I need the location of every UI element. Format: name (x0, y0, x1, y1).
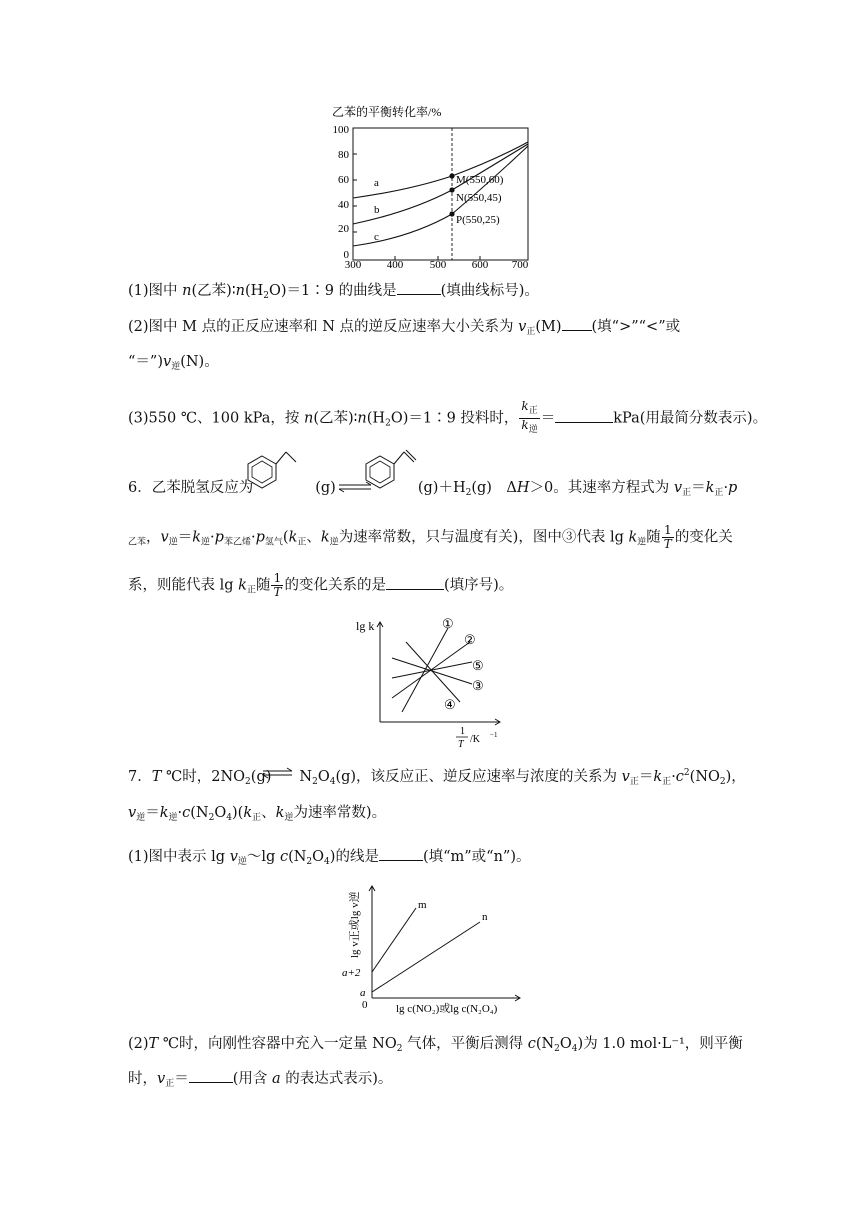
y-tick: 60 (338, 174, 349, 186)
x-tick: 600 (471, 259, 489, 270)
q5-part1: (1)图中 n(乙苯)$∶n(H_2O)=1∶9$ 的曲线是 (填曲线标号)。 (128, 280, 539, 306)
q7-line2: $v_逆=k_逆\cdot c(N_2O_4)(k_正$、$k_逆$为速率常数)。 (128, 805, 387, 823)
conversion-chart (320, 100, 540, 270)
y-tick: 100 (332, 124, 349, 136)
x-tick: 500 (429, 259, 447, 270)
answer-blank[interactable] (555, 408, 613, 423)
lgk-chart (350, 612, 520, 752)
point-N: N(550,45) (456, 192, 502, 204)
line-4 (406, 642, 460, 702)
equilibrium-arrow-2 (262, 767, 294, 779)
x-frac-den: T (458, 739, 464, 750)
q7-part2-cont: 时，$v_正=$ (用含 a 的表达式表示)。 (128, 1068, 392, 1094)
answer-blank[interactable] (397, 280, 441, 295)
line-1 (402, 628, 448, 712)
label-a2: a+2 (342, 967, 361, 979)
ethylbenzene-structure (240, 446, 310, 496)
y-tick: 20 (338, 223, 349, 235)
rate-chart (330, 880, 530, 1020)
answer-blank[interactable] (386, 575, 444, 590)
label-1: ① (442, 616, 454, 631)
rate-xlabel: lg c(NO₂)或lg c(N₂O₄) (396, 1003, 498, 1015)
q5-part2-cont: “$=”)v_逆(N)$。 (128, 354, 219, 372)
k-ratio-fraction: $\frac{k_正}{k_逆}$ (521, 399, 538, 435)
x-ticks (345, 259, 529, 270)
x-tick: 400 (386, 259, 404, 270)
point-M: M(550,60) (456, 174, 504, 186)
lgk-ylabel: lg k (356, 619, 375, 633)
q6-line2: $_{乙苯}$，$v_逆=k_逆\cdot p_{苯乙烯}\cdot p_{氢气}(k_正$、$k_逆$为速率常数，只与温度有关)，图中③代表 $\lg k_逆$随 $\frac{1}{T}$ 的变化关 (128, 523, 733, 551)
label-n: n (482, 911, 488, 923)
answer-blank[interactable] (562, 316, 592, 331)
y-tick: 80 (338, 149, 349, 161)
label-a: a (360, 987, 366, 999)
point-P: P(550,25) (456, 214, 500, 226)
x-unit-sup: −1 (490, 731, 498, 739)
line-n (372, 922, 480, 992)
chart-ylabel: 乙苯的平衡转化率/% (332, 105, 442, 119)
q7-part1: (1)图中表示 $\lg v_逆\sim\lg$ $c(N_2O_4)$的线是 (填“m”或“n”)。 (128, 846, 531, 872)
y-ticks (333, 124, 350, 261)
label-4: ④ (444, 697, 456, 712)
y-tick: 40 (338, 199, 349, 211)
q6-line3: 系，则能代表 $\lg k_正$随 $\frac{1}{T}$ 的变化关系的是 (填序号)。 (128, 571, 514, 599)
y-tick: 0 (343, 249, 349, 261)
label-3: ③ (472, 678, 484, 693)
styrene-structure (358, 446, 428, 496)
answer-blank[interactable] (189, 1068, 233, 1083)
label-zero: 0 (362, 999, 368, 1011)
q5-part3: (3)550 ℃、100 kPa，按 n(乙苯)$∶n(H_2O)=1∶9$ 投料时， $\frac{k_正}{k_逆}$ ＝ kPa(用最简分数表示)。 (128, 399, 768, 435)
x-tick: 300 (344, 259, 362, 270)
line-m (372, 908, 416, 972)
label-5: ⑤ (472, 658, 484, 673)
curve-label-b: b (374, 204, 380, 216)
x-frac-num: 1 (460, 726, 465, 737)
x-tick: 700 (511, 259, 529, 270)
q7-part2: (2)T ℃时，向刚性容器中充入一定量 $NO_2$ 气体，平衡后测得 $c(N_2O_4)$为 1.0 mol·L⁻¹，则平衡 (128, 1036, 743, 1054)
rate-ylabel: lg v正或lg v逆 (349, 891, 361, 958)
curve-label-c: c (374, 231, 379, 243)
answer-blank[interactable] (379, 846, 423, 861)
label-2: ② (464, 632, 476, 647)
q5-part2: (2)图中 M 点的正反应速率和 N 点的逆反应速率大小关系为 $v_正(M)$ (填“>”“<”或 (128, 316, 680, 342)
x-unit: /K (470, 734, 480, 745)
line-5 (392, 662, 472, 678)
label-m: m (418, 899, 427, 911)
q6-line1: 6．乙苯脱氢反应为 (g) $(g)+H_2(g)$ ΔH＞0。其速率方程式为 $v_正=k_正\cdot p$ (128, 480, 738, 498)
curve-label-a: a (374, 177, 379, 189)
q7-line1: 7．T ℃时，$2NO_2(g)$ $N_2O_4(g)$，该反应正、逆反应速率与浓度的关系为 $v_正=k_正\cdot c^2(NO_2)$， (128, 768, 746, 787)
